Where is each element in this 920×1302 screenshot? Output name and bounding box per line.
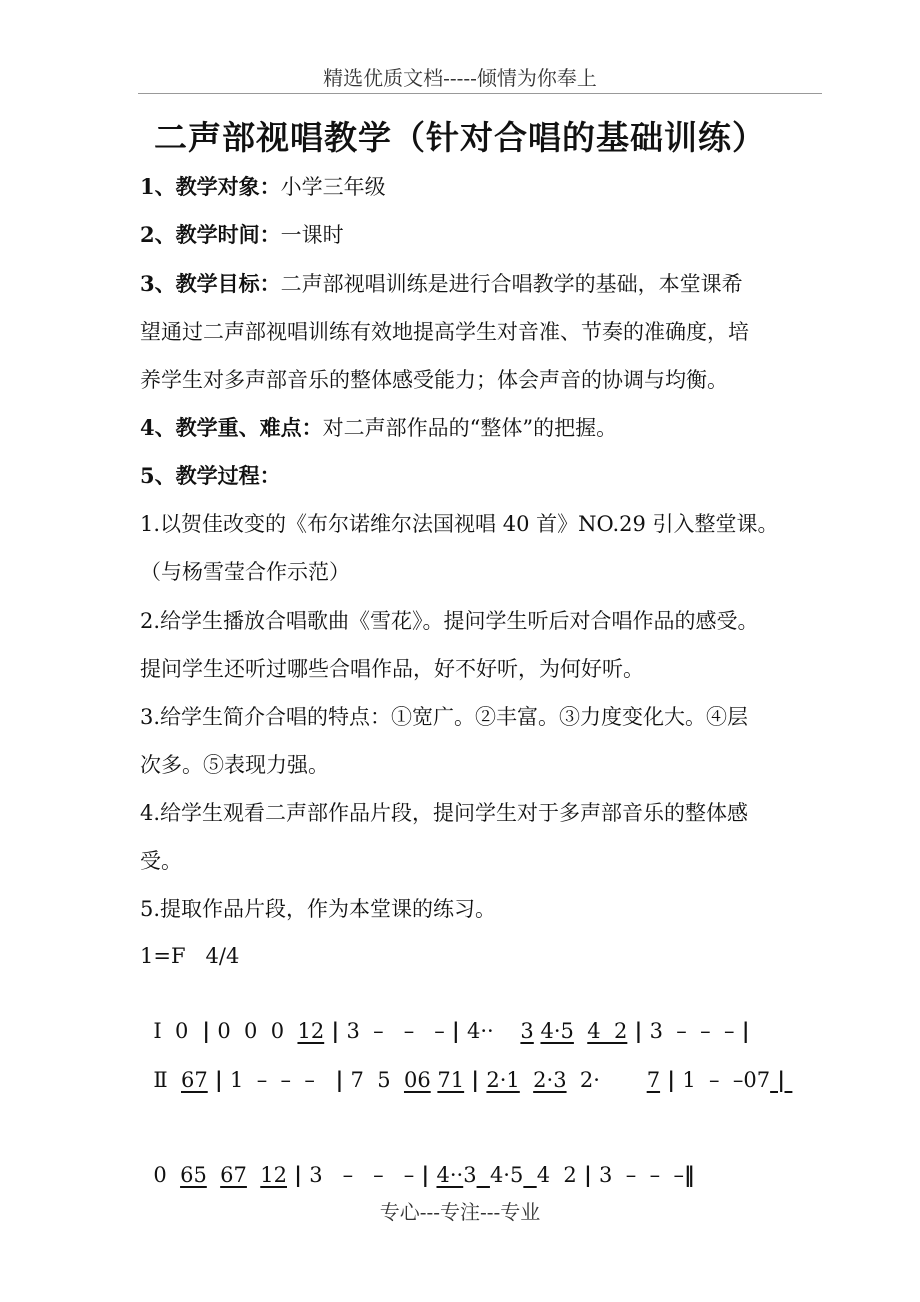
note-group xyxy=(247,1163,260,1187)
note-group: 4 2 xyxy=(587,1019,628,1043)
process-line: 次多。⑤表现力强。 xyxy=(140,753,329,777)
barline: | xyxy=(414,1162,437,1187)
score-part-2 xyxy=(140,1043,792,1092)
notation-p3 xyxy=(153,1163,694,1187)
goal-line-3: 养学生对多声部音乐的整体感受能力；体会声音的协调与均衡。 xyxy=(140,368,728,392)
process-line: 2.给学生播放合唱歌曲《雪花》。提问学生听后对合唱作品的感受。 xyxy=(140,609,759,633)
header-text: 精选优质文档-----倾情为你奉上 xyxy=(323,66,597,90)
notation-p2 xyxy=(181,1068,792,1092)
note-group: 0 xyxy=(175,1019,196,1043)
note-group: 4·5 xyxy=(540,1019,574,1043)
barline: | xyxy=(576,1162,600,1187)
item-label: 2、教学时间： xyxy=(140,222,281,247)
barline: | xyxy=(734,1018,757,1043)
item-label: 5、教学过程： xyxy=(140,463,281,488)
page-title: 二声部视唱教学（针对合唱的基础训练） xyxy=(154,118,766,157)
note-group xyxy=(477,1163,490,1187)
note-group: 3 xyxy=(520,1019,534,1043)
item-time xyxy=(140,219,344,249)
score-part-1 xyxy=(140,994,757,1043)
note-group: 07 xyxy=(743,1068,771,1092)
note-group: 65 xyxy=(180,1163,207,1187)
goal-line-2: 望通过二声部视唱训练有效地提高学生对音准、节奏的准确度，培 xyxy=(140,320,749,344)
note-group: 0 xyxy=(153,1163,181,1187)
item-difficulty xyxy=(140,412,617,442)
note-group: 67 xyxy=(220,1163,247,1187)
note-group: 3 – – – xyxy=(309,1163,415,1187)
item-label: 3、教学目标： xyxy=(140,271,281,296)
note-group: 67 xyxy=(181,1068,208,1092)
note-group: 06 xyxy=(403,1068,431,1092)
item-value: 一课时 xyxy=(280,223,344,247)
process-line: （与杨雪莹合作示范） xyxy=(140,560,350,584)
barline: | xyxy=(770,1067,793,1092)
header-divider xyxy=(138,93,822,94)
item-label: 1、教学对象： xyxy=(140,174,281,199)
note-group: 3 – – – xyxy=(649,1019,735,1043)
part-label: Ⅰ xyxy=(153,1019,162,1043)
process-line: 5.提取作品片段，作为本堂课的练习。 xyxy=(140,897,497,921)
item-goal xyxy=(140,268,743,298)
barline: | xyxy=(287,1162,310,1187)
footer-text: 专心---专注---专业 xyxy=(379,1200,541,1224)
note-group: 2·1 xyxy=(486,1068,520,1092)
item-value: 小学三年级 xyxy=(280,175,386,199)
note-group: 4·· xyxy=(436,1163,464,1187)
note-group xyxy=(207,1163,220,1187)
note-group xyxy=(574,1019,587,1043)
note-group: 0 0 0 xyxy=(217,1019,298,1043)
note-group: 4·5 xyxy=(489,1163,524,1187)
note-group: 3 – – – xyxy=(346,1019,445,1043)
process-line: 提问学生还听过哪些合唱作品，好不好听，为何好听。 xyxy=(140,657,644,681)
note-group: 12 xyxy=(260,1163,287,1187)
notation-p1 xyxy=(175,1019,757,1043)
note-group: 1 – – xyxy=(682,1068,744,1092)
item-process xyxy=(140,460,281,490)
note-group: 1 – – – xyxy=(230,1068,329,1092)
barline: | xyxy=(328,1067,351,1092)
note-group: 2·3 xyxy=(533,1068,567,1092)
score-part-3 xyxy=(140,1138,694,1187)
note-group xyxy=(523,1163,536,1187)
note-group: 7 5 xyxy=(350,1068,404,1092)
note-group: 71 xyxy=(437,1068,465,1092)
note-group: 7 xyxy=(646,1068,661,1092)
barline: | xyxy=(324,1018,347,1043)
item-target xyxy=(140,171,386,201)
process-line: 3.给学生简介合唱的特点：①宽广。②丰富。③力度变化大。④层 xyxy=(140,705,749,729)
score-key: 1=F 4/4 xyxy=(140,944,240,968)
barline: | xyxy=(627,1018,650,1043)
note-group: 2· xyxy=(566,1068,647,1092)
item-value: 对二声部作品的“整体”的把握。 xyxy=(322,416,618,440)
note-group: 4 2 xyxy=(536,1163,577,1187)
process-line: 受。 xyxy=(140,849,182,873)
note-group: 3 – – – xyxy=(599,1163,684,1187)
process-line: 1.以贺佳改变的《布尔诺维尔法国视唱 40 首》NO.29 引入整堂课。 xyxy=(140,512,779,536)
note-group: 3 xyxy=(463,1163,477,1187)
note-group: 12 xyxy=(297,1019,325,1043)
item-label: 4、教学重、难点： xyxy=(140,415,323,440)
barline: | xyxy=(207,1067,230,1092)
barline: ‖ xyxy=(683,1162,695,1187)
barline: | xyxy=(444,1018,467,1043)
process-line: 4.给学生观看二声部作品片段，提问学生对于多声部音乐的整体感 xyxy=(140,801,749,825)
item-value: 二声部视唱训练是进行合唱教学的基础，本堂课希 xyxy=(280,272,743,296)
barline: | xyxy=(195,1018,218,1043)
barline: | xyxy=(660,1067,683,1092)
part-label: Ⅱ xyxy=(153,1068,168,1092)
note-group xyxy=(520,1068,533,1092)
barline: | xyxy=(464,1067,487,1092)
note-group: 4·· xyxy=(467,1019,521,1043)
